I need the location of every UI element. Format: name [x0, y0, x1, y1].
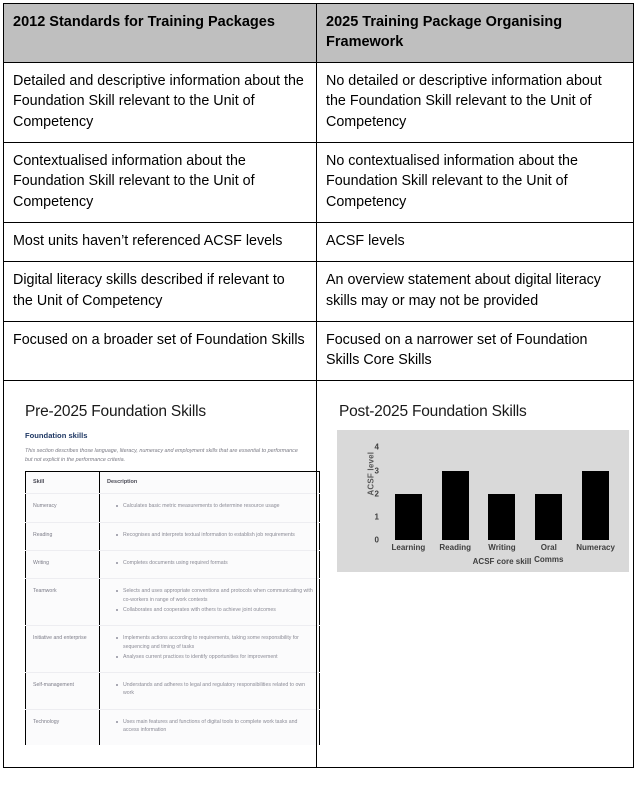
cell-pre2025-example	[4, 381, 317, 768]
list-item: Implements actions according to requirements, taking some responsibility for sequencing and timing of tasks	[116, 634, 315, 651]
skills-row	[26, 626, 320, 673]
skill-name-initiative-and-enterprise: Initiative and enterprise	[26, 626, 100, 673]
foundation-skills-table	[25, 471, 320, 745]
foundation-skills-intro: This section describes those language, literacy, numeracy and employment skills that are essential to performance but not explicit in the performance criteria.	[25, 448, 298, 463]
chart-y-ticks	[365, 442, 379, 545]
skill-name-teamwork: Teamwork	[26, 579, 100, 626]
chart-bar	[442, 471, 469, 541]
chart-y-axis-label: ACSF level	[366, 452, 376, 496]
cell-2012-digital-literacy: Digital literacy skills described if relevant to the Unit of Competency	[4, 262, 317, 322]
chart-x-tick-label: Learning	[391, 543, 426, 553]
list-item: Recognises and interprets textual information to establish job requirements	[116, 531, 315, 539]
skill-name-technology: Technology	[26, 709, 100, 745]
list-item: Analyses current practices to identify opportunities for improvement	[116, 653, 315, 661]
skills-header-row	[26, 471, 320, 493]
skill-description-reading	[100, 522, 320, 550]
skill-name-numeracy: Numeracy	[26, 494, 100, 522]
skills-column-header-description: Description	[100, 471, 320, 493]
cell-post2025-example	[317, 381, 634, 768]
column-header-2012: 2012 Standards for Training Packages	[4, 4, 317, 63]
cell-2025-scope: Focused on a narrower set of Foundation Skills Core Skills	[317, 321, 634, 381]
chart-bar	[582, 471, 609, 541]
chart-bar-slot	[434, 447, 476, 540]
chart-bar-slot	[387, 447, 429, 540]
table-row	[4, 222, 634, 261]
cell-2012-scope: Focused on a broader set of Foundation Skills	[4, 321, 317, 381]
cell-2012-contextualised: Contextualised information about the Foundation Skill relevant to the Unit of Competency	[4, 143, 317, 223]
skill-description-technology	[100, 709, 320, 745]
list-item: Completes documents using required formats	[116, 559, 315, 567]
skills-row	[26, 494, 320, 522]
chart-bar-slot	[528, 447, 570, 540]
skills-column-header-skill: Skill	[26, 471, 100, 493]
chart-x-tick-label: Oral Comms	[534, 543, 564, 564]
skill-description-writing	[100, 550, 320, 578]
chart-x-tick-label: Reading	[439, 543, 471, 553]
cell-2025-acsf-levels: ACSF levels	[317, 222, 634, 261]
chart-x-axis-label: ACSF core skill	[472, 557, 532, 567]
cell-2025-contextualised: No contextualised information about the Foundation Skill relevant to the Unit of Competency	[317, 143, 634, 223]
list-item: Collaborates and cooperates with others to achieve joint outcomes	[116, 606, 315, 614]
table-row	[4, 143, 634, 223]
chart-bars	[385, 447, 619, 540]
cell-2012-acsf-levels: Most units haven’t referenced ACSF levels	[4, 222, 317, 261]
chart-x-tick-label: Numeracy	[576, 543, 615, 553]
list-item: Selects and uses appropriate conventions and protocols when communicating with co-workers in range of work contexts	[116, 587, 315, 604]
table-header-row	[4, 4, 634, 63]
chart-y-tick: 2	[374, 489, 379, 499]
list-item: Uses main features and functions of digital tools to complete work tasks and access information	[116, 718, 315, 735]
cell-2025-digital-literacy: An overview statement about digital literacy skills may or may not be provided	[317, 262, 634, 322]
post2025-screenshot	[331, 393, 620, 580]
skill-name-writing: Writing	[26, 550, 100, 578]
pre2025-title: Pre-2025 Foundation Skills	[25, 403, 206, 421]
foundation-skills-heading: Foundation skills	[25, 431, 88, 441]
post2025-title: Post-2025 Foundation Skills	[339, 403, 527, 421]
chart-x-tick-label: Writing	[488, 543, 516, 553]
chart-y-tick: 3	[374, 465, 379, 475]
chart-y-tick: 1	[374, 512, 379, 522]
chart-bar	[395, 494, 422, 541]
skills-row	[26, 522, 320, 550]
column-header-2025: 2025 Training Package Organising Framework	[317, 4, 634, 63]
chart-y-tick: 4	[374, 442, 379, 452]
skill-description-self-management	[100, 673, 320, 710]
cell-2012-detailed-info: Detailed and descriptive information about the Foundation Skill relevant to the Unit of Competency	[4, 63, 317, 143]
chart-y-tick: 0	[374, 535, 379, 545]
skill-description-numeracy	[100, 494, 320, 522]
chart-bar-slot	[481, 447, 523, 540]
skills-row	[26, 550, 320, 578]
table-row	[4, 63, 634, 143]
chart-bar	[535, 494, 562, 541]
skills-row	[26, 709, 320, 745]
chart-bar-slot	[575, 447, 617, 540]
pre2025-screenshot	[17, 393, 313, 753]
cell-2025-detailed-info: No detailed or descriptive information about the Foundation Skill relevant to the Unit of Competency	[317, 63, 634, 143]
skill-description-teamwork	[100, 579, 320, 626]
skill-description-initiative-and-enterprise	[100, 626, 320, 673]
acsf-bar-chart	[337, 430, 629, 572]
skill-name-self-management: Self-management	[26, 673, 100, 710]
table-row	[4, 262, 634, 322]
list-item: Calculates basic metric measurements to determine resource usage	[116, 502, 315, 510]
table-row	[4, 321, 634, 381]
skills-row	[26, 673, 320, 710]
list-item: Understands and adheres to legal and regulatory responsibilities related to own work	[116, 681, 315, 698]
comparison-table	[3, 3, 634, 768]
skills-row	[26, 579, 320, 626]
table-row-media	[4, 381, 634, 768]
chart-plot-area	[385, 447, 619, 540]
skill-name-reading: Reading	[26, 522, 100, 550]
chart-bar	[488, 494, 515, 541]
